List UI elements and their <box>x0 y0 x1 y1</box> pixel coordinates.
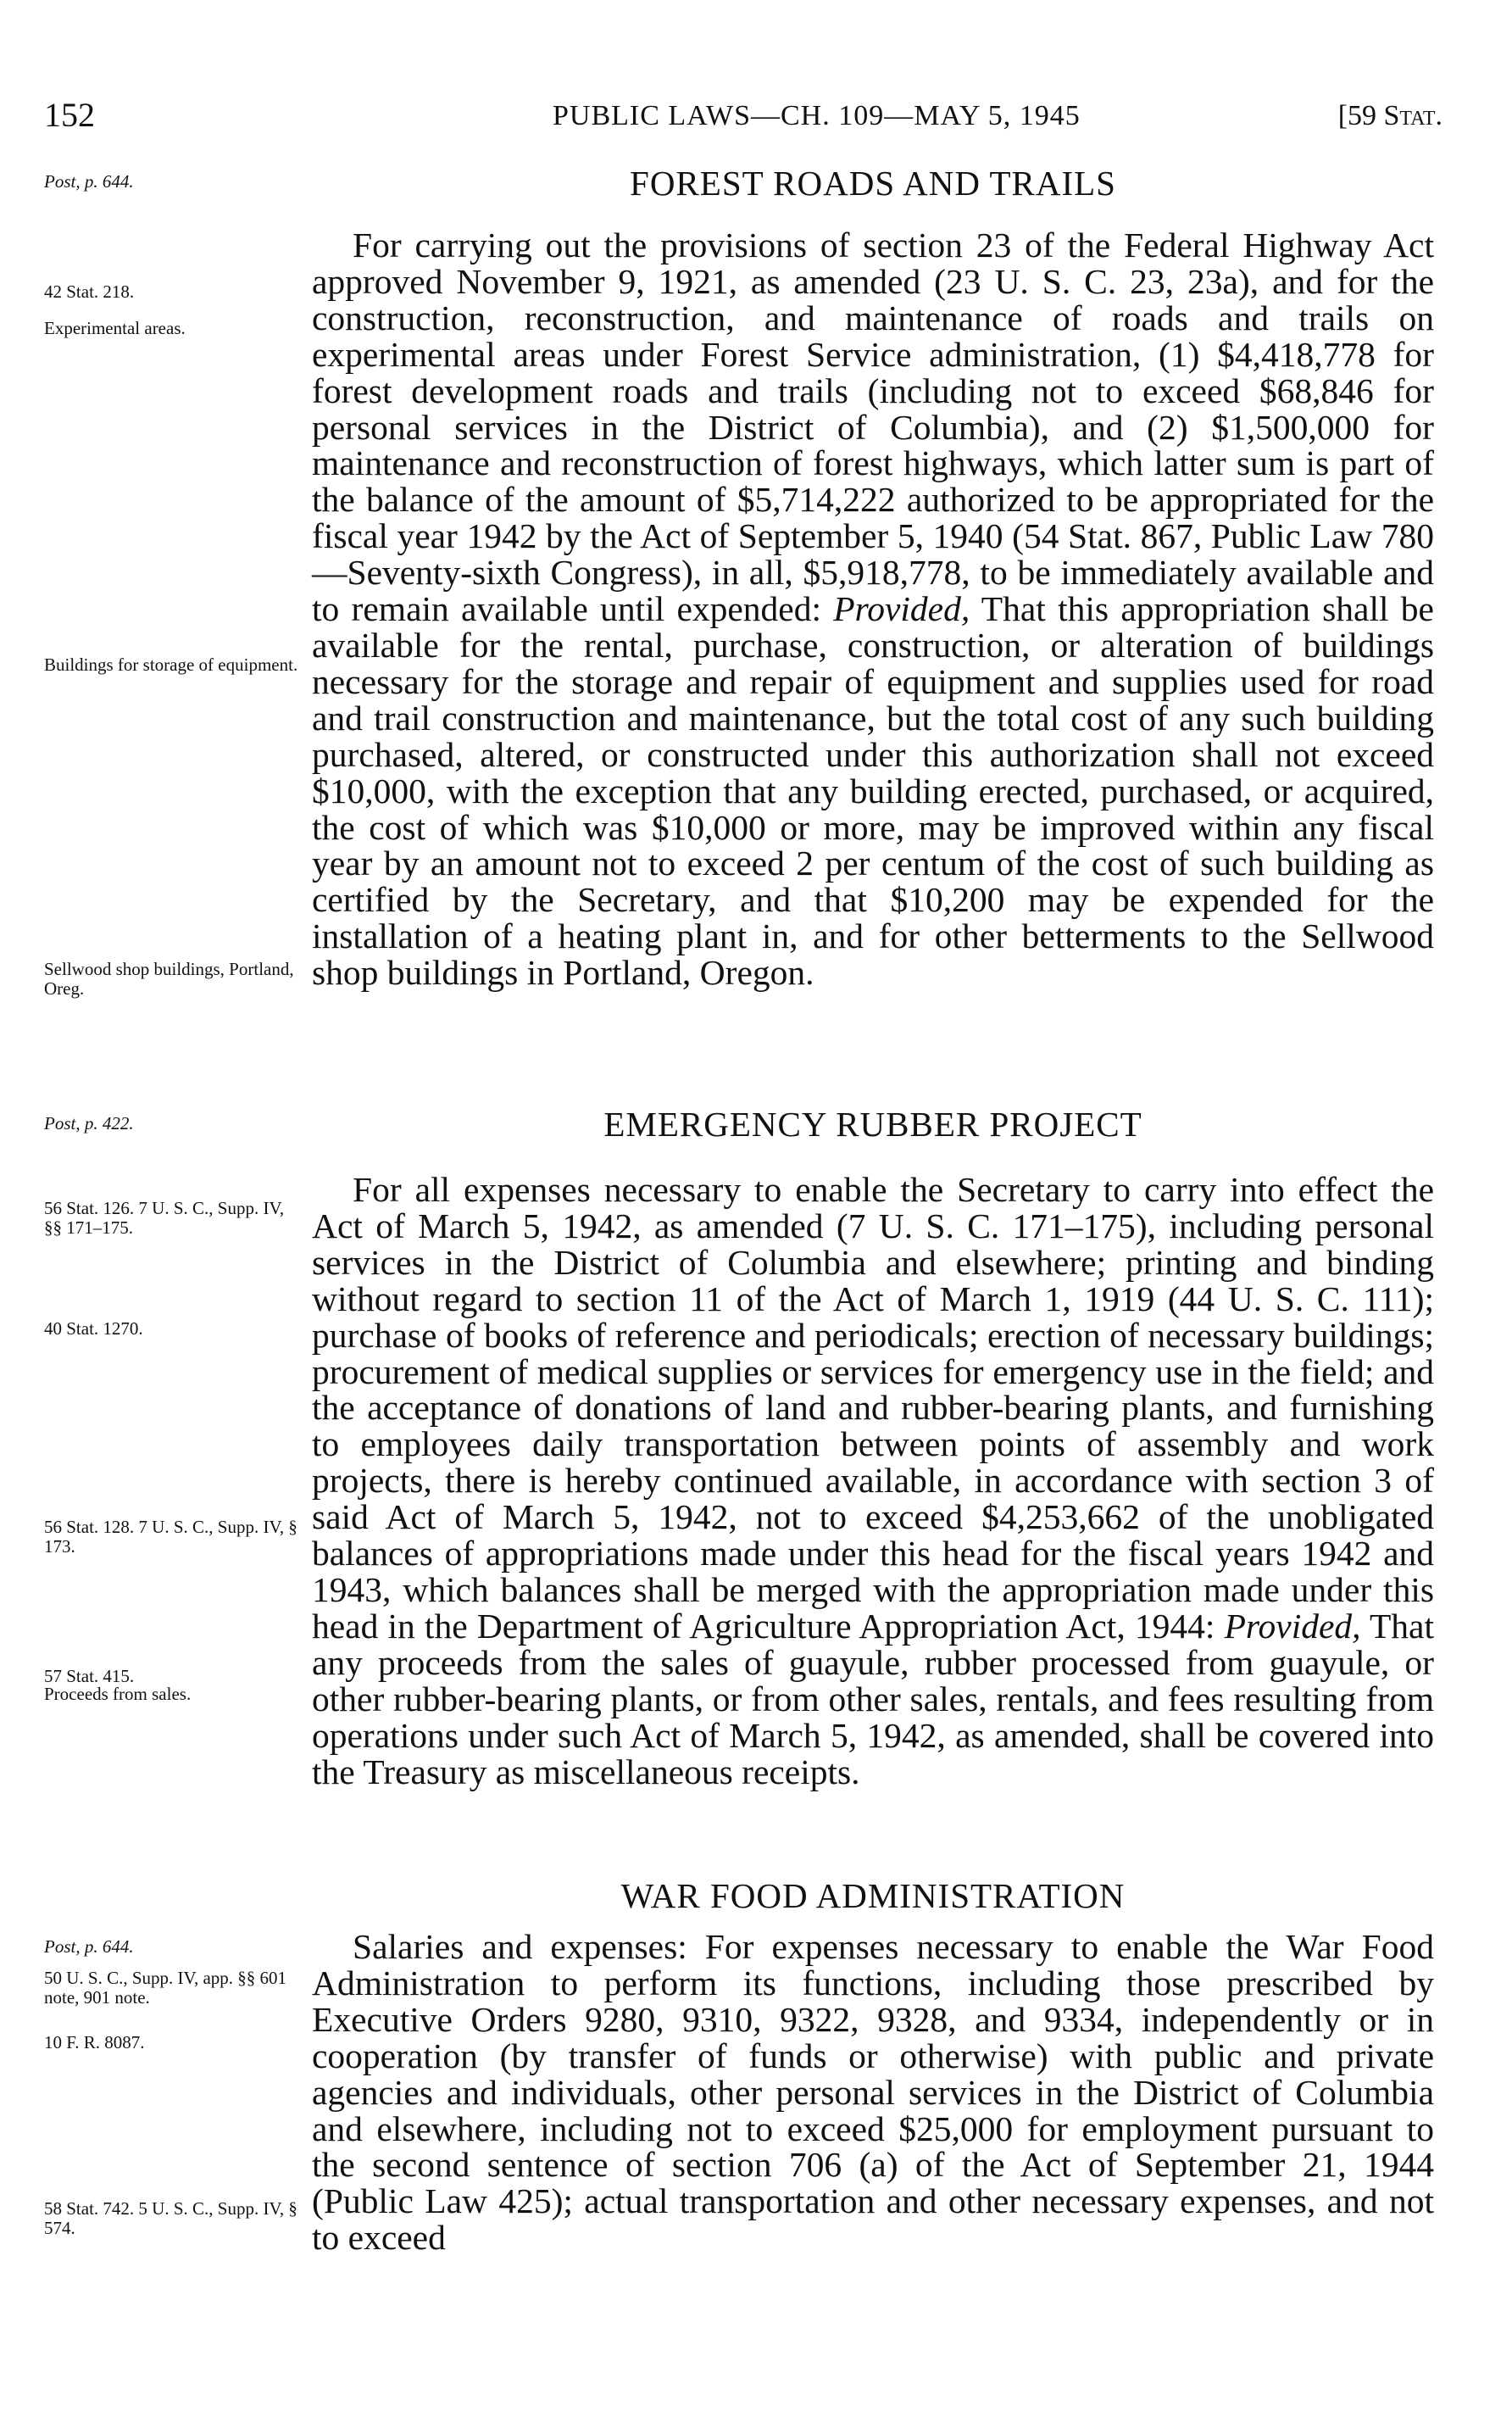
margin-note-sellwood: Sellwood shop buildings, Portland, Oreg. <box>44 959 294 999</box>
running-head: PUBLIC LAWS—CH. 109—MAY 5, 1945 <box>553 100 1081 131</box>
page-number: 152 <box>44 96 95 134</box>
section-heading-war-food: WAR FOOD ADMINISTRATION <box>620 1876 1126 1915</box>
section-heading-emergency-rubber: EMERGENCY RUBBER PROJECT <box>603 1105 1142 1144</box>
margin-note-56-stat-128: 56 Stat. 128. 7 U. S. C., Supp. IV, § 173. <box>44 1517 297 1557</box>
margin-note-40-stat-1270: 40 Stat. 1270. <box>44 1318 143 1339</box>
section-body-war-food <box>312 1929 1434 2256</box>
page-header <box>44 95 1443 137</box>
section-body-forest-roads <box>312 227 1434 991</box>
volume-reference: [59 Stat. <box>1337 100 1443 131</box>
margin-note-56-stat-126: 56 Stat. 126. 7 U. S. C., Supp. IV, §§ 171–175. <box>44 1198 285 1238</box>
margin-note-10-fr-8087: 10 F. R. 8087. <box>44 2032 145 2052</box>
margin-note-experimental-areas: Experimental areas. <box>44 318 186 338</box>
margin-note-50-usc: 50 U. S. C., Supp. IV, app. §§ 601 note, 901 note. <box>44 1968 287 2008</box>
margin-note-proceeds: Proceeds from sales. <box>44 1684 192 1704</box>
margin-note-post-644-b: Post, p. 644. <box>44 1936 134 1957</box>
section-heading-forest-roads: FOREST ROADS AND TRAILS <box>630 164 1116 203</box>
margin-note-post-644: Post, p. 644. <box>44 171 134 192</box>
margin-note-58-stat-742: 58 Stat. 742. 5 U. S. C., Supp. IV, § 574. <box>44 2198 297 2238</box>
margin-note-buildings-storage: Buildings for storage of equipment. <box>44 654 298 675</box>
paragraph: Salaries and expenses: For expenses necessary to enable the War Food Administration to perform its functions, including those prescribed by Executive Orders 9280, 9310, 9322, 9328, and 9334, independently or in cooperation (by transfer of funds or otherwise) with public and private agencies and individuals, other personal services in the District of Columbia and elsewhere, including not to exceed $25,000 for employment pursuant to the second sentence of section 706 (a) of the Act of September 21, 1944 (Public Law 425); actual transportation and other necessary expenses, and not to exceed <box>312 1927 1434 2258</box>
paragraph: For all expenses necessary to enable the Secretary to carry into effect the Act of March 5, 1942, as amended (7 U. S. C. 171–175), including personal services in the District of Columbia and elsewhere; printing and binding without regard to section 11 of the Act of March 1, 1919 (44 U. S. C. 111); purchase of books of reference and periodicals; erection of necessary buildings; procurement of medical supplies or services for emergency use in the field; and the acceptance of donations of land and rubber-bearing plants, and furnishing to employees daily transportation between points of assembly and work projects, there is hereby continued available, in accordance with section 3 of said Act of March 5, 1942, not to exceed $4,253,662 of the unobligated balances of appropriations made under this head for the fiscal years 1942 and 1943, which balances shall be merged with the appropriation made under this head in the Department of Agriculture Appropriation Act, 1944: Provided, That any proceeds from the sales of guayule, rubber processed from guayule, or other rubber-bearing plants, or from other sales, rentals, and fees resulting from operations under such Act of March 5, 1942, as amended, shall be covered into the Treasury as miscellaneous receipts. <box>312 1170 1434 1791</box>
paragraph: For carrying out the provisions of section 23 of the Federal Highway Act approved November 9, 1921, as amended (23 U. S. C. 23, 23a), and for the construction, reconstruction, and maintenance of roads and trails on experimental areas under Forest Service administration, (1) $4,418,778 for forest development roads and trails (including not to exceed $68,846 for personal services in the District of Columbia), and (2) $1,500,000 for maintenance and reconstruction of forest highways, which latter sum is part of the balance of the amount of $5,714,222 authorized to be appropriated for the fiscal year 1942 by the Act of September 5, 1940 (54 Stat. 867, Public Law 780—Seventy-sixth Congress), in all, $5,918,778, to be immediately available and to remain available until expended: Provided, That this appropriation shall be available for the rental, purchase, construction, or alteration of buildings necessary for the storage and repair of equipment and supplies used for road and trail construction and maintenance, but the total cost of any such building purchased, altered, or constructed under this authorization shall not exceed $10,000, with the exception that any building erected, purchased, or acquired, the cost of which was $10,000 or more, may be improved within any fiscal year by an amount not to exceed 2 per centum of the cost of such building as certified by the Secretary, and that $10,200 may be expended for the installation of a heating plant in, and for other betterments to the Sellwood shop buildings in Portland, Oregon. <box>312 226 1434 993</box>
margin-note-42-stat-218: 42 Stat. 218. <box>44 281 135 302</box>
margin-note-57-stat-415: 57 Stat. 415. <box>44 1666 135 1686</box>
section-body-emergency-rubber <box>312 1172 1434 1790</box>
margin-note-post-422: Post, p. 422. <box>44 1113 134 1133</box>
